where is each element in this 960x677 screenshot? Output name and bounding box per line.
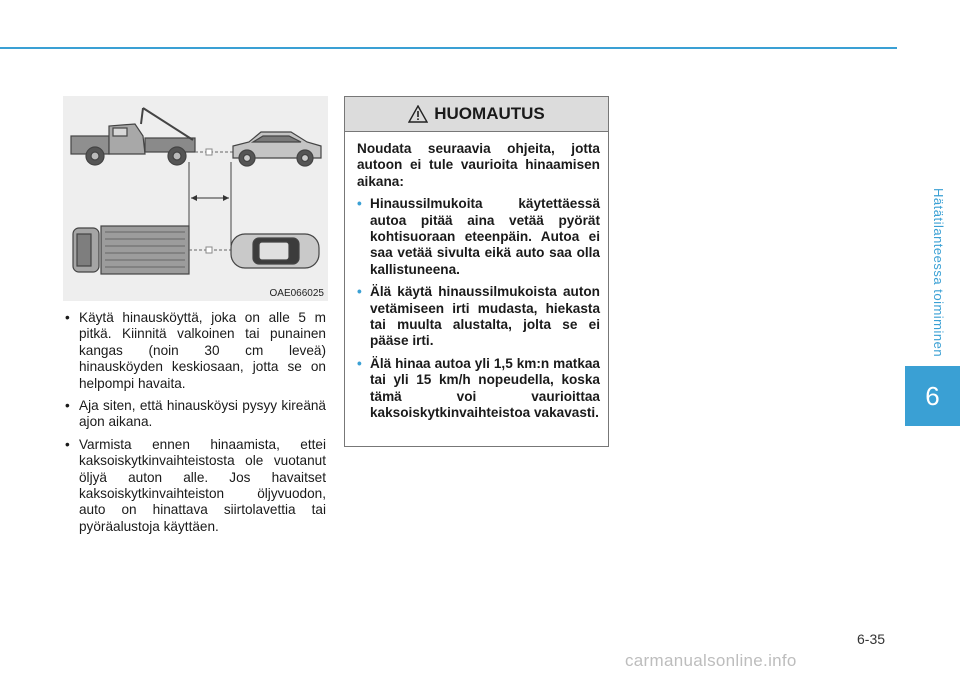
tow-truck-side xyxy=(71,108,195,165)
tow-truck-top xyxy=(73,226,189,274)
notice-intro: Noudata seuraavia ohjeita, jotta autoon ei tule vaurioita hinaamisen aikana: xyxy=(357,141,600,189)
list-item: • Käytä hinausköyttä, joka on alle 5 m pitkä. Kiinnitä valkoinen tai punainen kangas (noin 30 cm leveä) hinausköyden keskiosaan, jotta se on helpompi havaita. xyxy=(63,310,326,392)
list-item: • Varmista ennen hinaamista, ettei kaksoiskytkinvaihteistosta ole vuotanut öljyä auton alle. Jos havaitset kaksoiskytkinvaihteiston öljyvuodon, auto on hinattava siirtolavettia tai pyöräalustoja käyttäen. xyxy=(63,437,326,535)
towed-car-top xyxy=(231,234,319,268)
instruction-list xyxy=(63,310,326,541)
figure-code: OAE066025 xyxy=(269,288,324,299)
list-item: • Älä käytä hinaussilmukoista auton vetämiseen irti mudasta, hiekasta tai muulta alustalta, jolta se ei pääse irti. xyxy=(357,284,600,350)
chapter-tab: 6 xyxy=(905,366,960,426)
warning-icon xyxy=(408,105,428,123)
watermark: carmanualsonline.info xyxy=(625,651,797,670)
section-side-title: Hätätilanteessa toimiminen xyxy=(931,188,946,358)
towed-car-side xyxy=(233,132,321,166)
notice-list xyxy=(357,196,600,421)
towing-diagram xyxy=(63,96,328,301)
list-item: • Älä hinaa autoa yli 1,5 km:n matkaa tai yli 15 km/h nopeudella, koska tämä voi vaurioittaa kaksoiskytkinvaihteistoa vakavasti. xyxy=(357,356,600,422)
notice-box xyxy=(344,96,609,447)
header-rule xyxy=(0,47,897,49)
page-number: 6-35 xyxy=(857,631,886,647)
list-item: • Hinaussilmukoita käytettäessä autoa pitää aina vetää pyörät kohtisuoraan eteenpäin. Autoa ei saa vetää sivulta eikä auto saa olla kallistuneena. xyxy=(357,196,600,278)
towing-illustration xyxy=(63,96,328,301)
notice-header xyxy=(345,97,608,132)
notice-body xyxy=(345,132,608,422)
notice-title: HUOMAUTUS xyxy=(434,104,545,123)
list-item: • Aja siten, että hinausköysi pysyy kireänä ajon aikana. xyxy=(63,398,326,431)
